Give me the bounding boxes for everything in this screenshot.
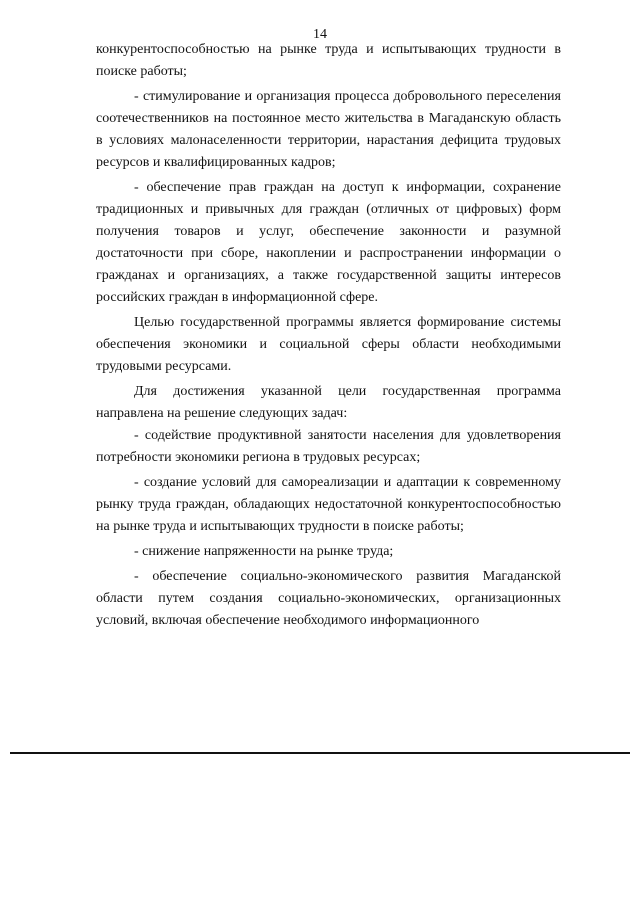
paragraph-continuation: конкурентоспособностью на рынке труда и испытывающих трудности в поиске работы; <box>96 42 561 79</box>
paragraph-program-tasks-intro: Для достижения указанной цели государственная программа направлена на решение следующих задач: <box>96 384 561 421</box>
paragraph-task-tension: - снижение напряженности на рынке труда; <box>134 544 394 559</box>
page-number: 14 <box>313 27 327 42</box>
footer-divider-line <box>10 752 630 754</box>
paragraph-program-goal: Целью государственной программы является формирование системы обеспечения экономики и социальной сферы области необходимыми трудовыми ресурсами. <box>96 315 561 374</box>
paragraph-task-adaptation: - создание условий для самореализации и адаптации к современному рынку труда граждан, обладающих недостаточной конкурентоспособностью на рынке труда и испытывающих трудности в поиске работы; <box>96 475 561 534</box>
paragraph-task-employment: - содействие продуктивной занятости населения для удовлетворения потребности экономики региона в трудовых ресурсах; <box>96 428 561 465</box>
paragraph-information-rights: - обеспечение прав граждан на доступ к информации, сохранение традиционных и привычных для граждан (отличных от цифровых) форм получения товаров и услуг, обеспечение законности и разумной достаточности при сборе, накоплении и распространении информации о гражданах и организациях, а также государственной защиты интересов российских граждан в информационной сфере. <box>96 180 561 305</box>
document-body <box>96 39 561 632</box>
paragraph-resettlement: - стимулирование и организация процесса добровольного переселения соотечественников на постоянное место жительства в Магаданскую область в условиях малонаселенности территории, нарастания дефицита трудовых ресурсов и квалифицированных кадров; <box>96 89 561 170</box>
paragraph-task-development: - обеспечение социально-экономического развития Магаданской области путем создания социально-экономических, организационных условий, включая обеспечение необходимого информационного <box>96 569 561 628</box>
